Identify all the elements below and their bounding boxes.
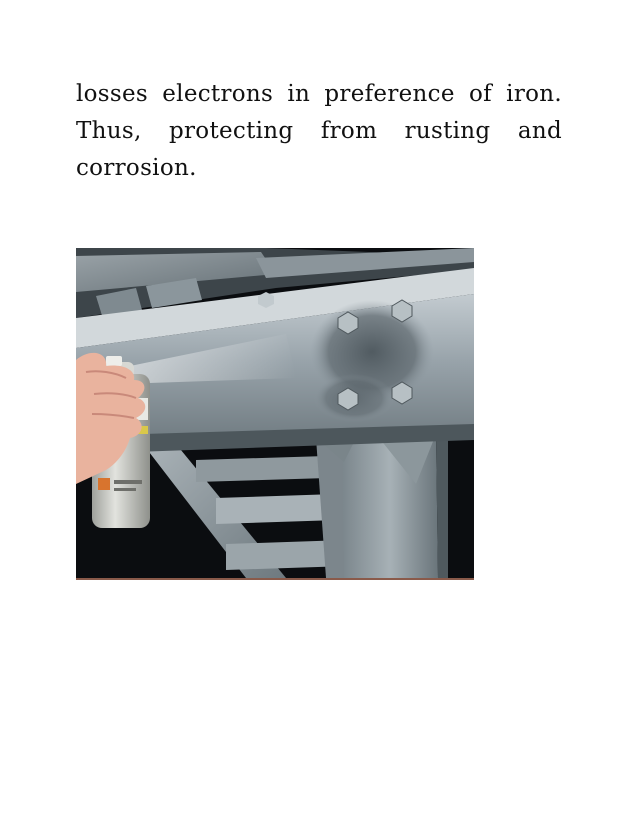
paragraph-line-3: corrosion.: [76, 155, 197, 181]
photo-spray-galvanizing-steel-beam: [76, 248, 474, 578]
body-paragraph: [76, 76, 562, 187]
paragraph-line-1: losses electrons in preference of iron.: [76, 81, 562, 107]
paragraph-line-2: Thus, protecting from rusting and: [76, 118, 562, 144]
figure-bottom-rule: [76, 578, 474, 580]
photo-illustration: [76, 248, 474, 578]
